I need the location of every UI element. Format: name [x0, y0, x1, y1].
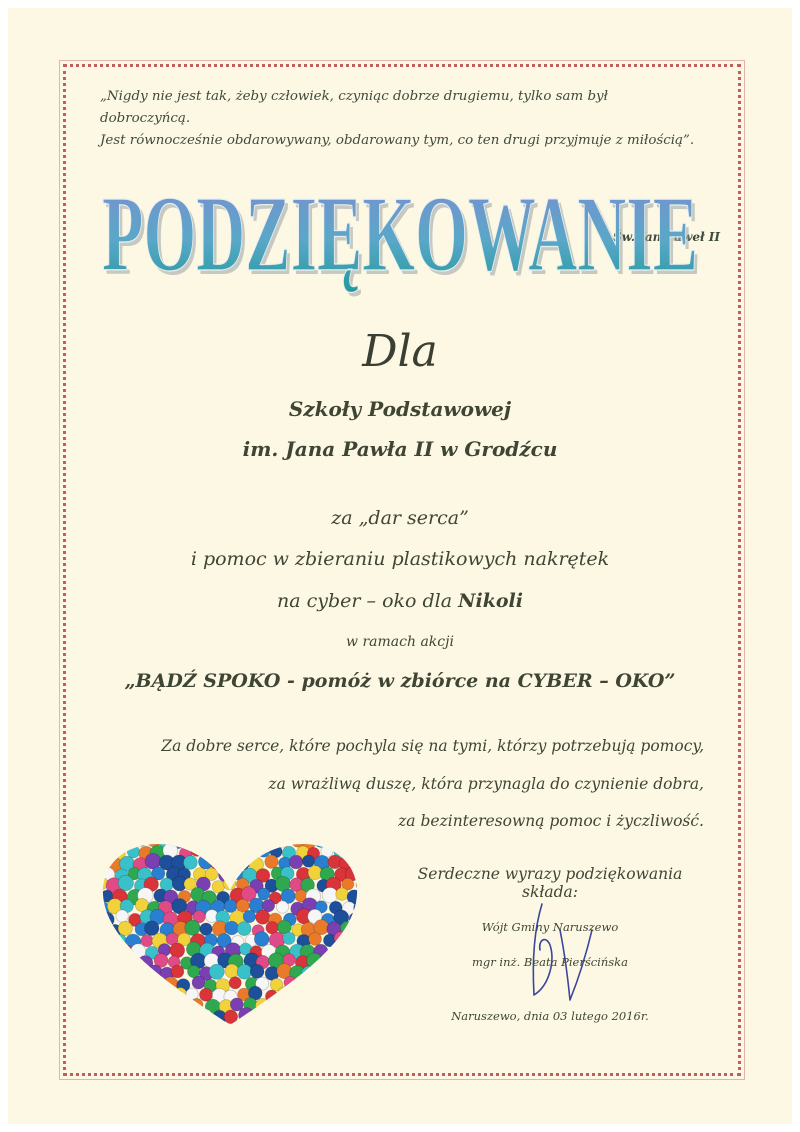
bottle-cap: [332, 1019, 347, 1030]
reason-line-3-prefix: na cyber – oko dla: [277, 590, 459, 612]
bottle-cap: [130, 986, 146, 1002]
bottle-cap: [276, 1010, 289, 1023]
bottle-cap: [236, 836, 250, 850]
bottle-cap: [256, 910, 270, 924]
bottle-cap: [173, 988, 186, 1001]
bottle-cap: [107, 1008, 122, 1023]
bottle-cap: [336, 888, 349, 901]
bottle-cap: [342, 1009, 357, 1024]
bottle-cap: [118, 875, 133, 890]
bottle-cap: [158, 989, 173, 1004]
reason-line-2: i pomoc w zbieraniu plastikowych nakrętek: [190, 548, 610, 570]
bottle-cap: [105, 943, 121, 959]
bottle-cap: [165, 1022, 180, 1030]
bottle-cap: [254, 932, 269, 947]
bottle-cap: [212, 835, 225, 847]
action-name: „BĄDŹ SPOKO - pomóż w zbiórce na CYBER – OKO”: [124, 670, 676, 692]
bottle-cap: [147, 987, 161, 1001]
bottle-cap: [95, 967, 107, 981]
bottle-cap: [147, 1009, 160, 1022]
bottle-cap: [204, 1022, 219, 1030]
bottle-cap: [198, 854, 213, 869]
bottle-cap: [262, 835, 276, 847]
bottle-cap: [95, 835, 107, 847]
bottle-cap: [114, 934, 127, 947]
bottle-cap: [170, 943, 185, 958]
bottle-cap: [171, 965, 184, 978]
quote-line-1: „Nigdy nie jest tak, żeby człowiek, czyniąc dobrze drugiemu, tylko sam był dobroczyńcą.: [100, 89, 608, 126]
bottle-cap: [308, 998, 322, 1012]
bottle-cap: [348, 845, 360, 857]
bottle-cap: [204, 846, 219, 861]
bottle-cap: [277, 986, 293, 1002]
bottle-cap: [353, 1009, 365, 1025]
bottle-cap: [159, 1008, 173, 1022]
bottle-cap: [353, 966, 365, 978]
bottle-cap: [346, 954, 359, 967]
bottle-cap: [331, 1010, 343, 1022]
bottle-cap: [99, 844, 114, 859]
bottle-cap: [95, 855, 110, 871]
beneficiary-name: Nikoli: [458, 590, 523, 612]
bottle-cap: [306, 1021, 320, 1030]
bottle-cap: [284, 976, 296, 988]
bottle-cap: [321, 1001, 333, 1013]
bottle-cap: [134, 835, 148, 846]
bottle-cap: [141, 999, 154, 1012]
bottle-cap: [119, 1009, 132, 1022]
reason-line-4: w ramach akcji: [346, 634, 454, 650]
bottle-cap: [163, 977, 178, 992]
bottle-cap: [269, 1020, 284, 1030]
bottle-cap: [255, 998, 269, 1012]
signatory-role: Wójt Gminy Naruszewo: [481, 920, 619, 934]
bottle-cap: [356, 878, 365, 890]
reason-line-3: [0, 590, 800, 612]
bottle-cap: [113, 976, 129, 992]
bottle-cap: [295, 1023, 308, 1030]
bottle-cap: [95, 1010, 108, 1024]
bottle-caps-heart-image: [95, 835, 365, 1030]
bottle-cap: [232, 1023, 244, 1030]
bottle-cap: [185, 920, 200, 935]
bottle-cap: [101, 1019, 117, 1030]
title-shadow: PODZIĘKOWANIE: [105, 179, 701, 298]
bottle-cap: [113, 1020, 127, 1030]
bottle-cap: [177, 999, 191, 1013]
bottle-cap: [237, 922, 251, 936]
bottle-cap: [106, 968, 120, 982]
bottle-cap: [147, 835, 161, 847]
bottle-cap: [189, 1019, 204, 1030]
bottle-cap: [199, 1009, 212, 1022]
bottle-cap: [131, 1011, 146, 1026]
bottle-cap: [229, 977, 241, 989]
bottle-cap: [355, 835, 365, 846]
bottle-cap: [294, 999, 308, 1013]
bottle-cap: [349, 913, 361, 925]
bottle-cap: [118, 921, 132, 935]
bottle-cap: [305, 1009, 317, 1021]
bottle-cap: [347, 934, 361, 948]
bottle-cap: [335, 977, 351, 993]
bottle-cap: [127, 1021, 141, 1030]
bottle-cap: [319, 975, 335, 991]
bottle-cap: [243, 910, 255, 922]
bottle-cap: [115, 998, 128, 1011]
bottle-cap: [192, 976, 205, 989]
bottle-cap: [141, 1021, 153, 1030]
bottle-cap: [237, 964, 252, 979]
bottle-cap: [274, 835, 289, 848]
recipient-line-1: Szkoły Podstawowej: [288, 397, 512, 421]
bottle-cap: [120, 966, 136, 982]
bottle-cap: [245, 844, 258, 857]
bottle-cap: [138, 956, 153, 971]
bottle-cap: [283, 998, 297, 1012]
bottle-cap: [152, 999, 165, 1012]
title-text: PODZIĘKOWANIE: [102, 175, 698, 294]
bottle-cap: [327, 835, 342, 850]
bottle-cap: [218, 844, 231, 857]
bottle-cap: [101, 999, 115, 1013]
bottle-cap: [227, 857, 239, 869]
signatory-name: mgr inż. Beata Pierścińska: [472, 955, 628, 969]
reason-line-1: za „dar serca”: [331, 507, 469, 529]
bottle-cap: [121, 835, 134, 847]
bottle-cap: [320, 955, 333, 968]
bottle-cap: [110, 990, 122, 1002]
bottle-cap: [197, 836, 211, 850]
bottle-cap: [217, 1023, 229, 1030]
recipient-line-2: im. Jana Pawła II w Grodźcu: [242, 437, 558, 461]
bottle-cap: [225, 921, 239, 935]
bottle-cap: [301, 966, 316, 981]
bottle-cap: [164, 999, 177, 1012]
bottle-cap: [355, 855, 365, 868]
bottle-cap: [264, 1009, 278, 1023]
bottle-cap: [154, 979, 166, 991]
bottle-cap: [95, 989, 107, 1004]
bottle-cap: [185, 835, 200, 849]
for-label: Dla: [362, 326, 438, 377]
bottle-cap: [99, 912, 114, 927]
bottle-cap: [171, 1012, 183, 1024]
bottle-cap: [340, 921, 353, 934]
thanks-line-2: za wrażliwą duszę, która przynagla do czynienie dobra,: [268, 775, 704, 793]
bottle-cap: [337, 955, 349, 967]
closing-line: Serdeczne wyrazy podziękowania składa:: [417, 865, 683, 901]
bottle-cap: [349, 1019, 362, 1030]
bottle-cap: [250, 835, 265, 848]
bottle-cap: [229, 845, 242, 858]
bottle-cap: [183, 856, 197, 870]
bottle-cap: [328, 988, 341, 1001]
bottle-cap: [191, 844, 203, 856]
bottle-cap: [354, 988, 365, 1000]
bottle-cap: [244, 1020, 259, 1030]
bottle-cap: [126, 978, 141, 993]
bottle-cap: [343, 968, 355, 980]
bottle-cap: [108, 835, 120, 847]
bottle-cap: [291, 986, 305, 1000]
bottle-cap: [315, 1009, 327, 1021]
bottle-cap: [357, 946, 365, 958]
bottle-cap: [154, 1022, 168, 1030]
bottle-cap: [314, 835, 329, 847]
bottle-cap: [309, 932, 322, 945]
bottle-cap: [258, 1021, 270, 1030]
bottle-cap: [99, 935, 113, 949]
bottle-cap: [265, 990, 277, 1002]
bottle-cap: [307, 977, 320, 990]
bottle-cap: [302, 987, 318, 1003]
quote-line-2: Jest równocześnie obdarowywany, obdarowany tym, co ten drugi przyjmuje z miłością”.: [100, 133, 695, 148]
bottle-cap: [322, 1022, 335, 1030]
bottle-cap: [330, 944, 343, 957]
bottle-cap: [125, 998, 140, 1013]
title-heading: [95, 170, 705, 300]
quote-author: Św. Jan Paweł II: [613, 230, 720, 244]
bottle-cap: [322, 887, 338, 903]
bottle-cap: [345, 976, 360, 991]
bottle-cap: [289, 1008, 304, 1023]
bottle-cap: [250, 964, 264, 978]
bottle-cap: [180, 1022, 193, 1030]
bottle-cap: [341, 989, 355, 1003]
bottle-cap: [329, 964, 344, 979]
bottle-cap: [100, 956, 112, 968]
bottle-cap: [281, 1019, 297, 1030]
bottle-cap: [258, 888, 270, 900]
bottle-cap: [209, 964, 224, 979]
bottle-cap: [223, 877, 236, 890]
bottle-cap: [249, 1009, 263, 1023]
bottle-cap: [276, 901, 288, 913]
bottle-cap: [335, 998, 351, 1014]
bottle-cap: [186, 1012, 199, 1025]
bottle-cap: [334, 932, 347, 945]
bottle-cap: [116, 910, 128, 922]
bottle-cap: [297, 975, 311, 989]
bottle-cap: [314, 968, 327, 981]
bottle-cap: [271, 1001, 285, 1015]
place-and-date: Naruszewo, dnia 03 lutego 2016r.: [451, 1009, 649, 1023]
bottle-cap: [283, 932, 295, 944]
bottle-cap: [95, 923, 108, 938]
bottle-cap: [289, 855, 303, 869]
bottle-cap: [265, 855, 278, 868]
bottle-cap: [95, 945, 110, 960]
bottle-cap: [341, 942, 355, 956]
bottle-cap: [191, 998, 203, 1010]
bottle-cap: [356, 922, 365, 934]
bottle-cap: [114, 953, 130, 969]
bottle-cap: [118, 986, 133, 1001]
bottle-cap: [302, 855, 314, 867]
bottle-cap: [257, 844, 271, 858]
thanks-line-3: za bezinteresowną pomoc i życzliwość.: [398, 812, 704, 830]
bottle-cap: [347, 999, 362, 1014]
bottle-cap: [127, 846, 139, 858]
bottle-cap: [218, 868, 232, 882]
bottle-cap: [239, 1008, 254, 1023]
bottle-cap: [342, 835, 357, 850]
bottle-cap: [102, 977, 116, 991]
bottle-cap: [133, 964, 149, 980]
bottle-cap: [138, 978, 151, 991]
bottle-cap: [224, 835, 236, 847]
bottle-cap: [314, 986, 327, 999]
thanks-line-1: Za dobre serce, które pochyla się na tymi, którzy potrzebują pomocy,: [161, 737, 704, 755]
bottle-cap: [126, 955, 138, 967]
bottle-cap: [224, 1010, 238, 1024]
bottle-cap: [354, 900, 365, 916]
